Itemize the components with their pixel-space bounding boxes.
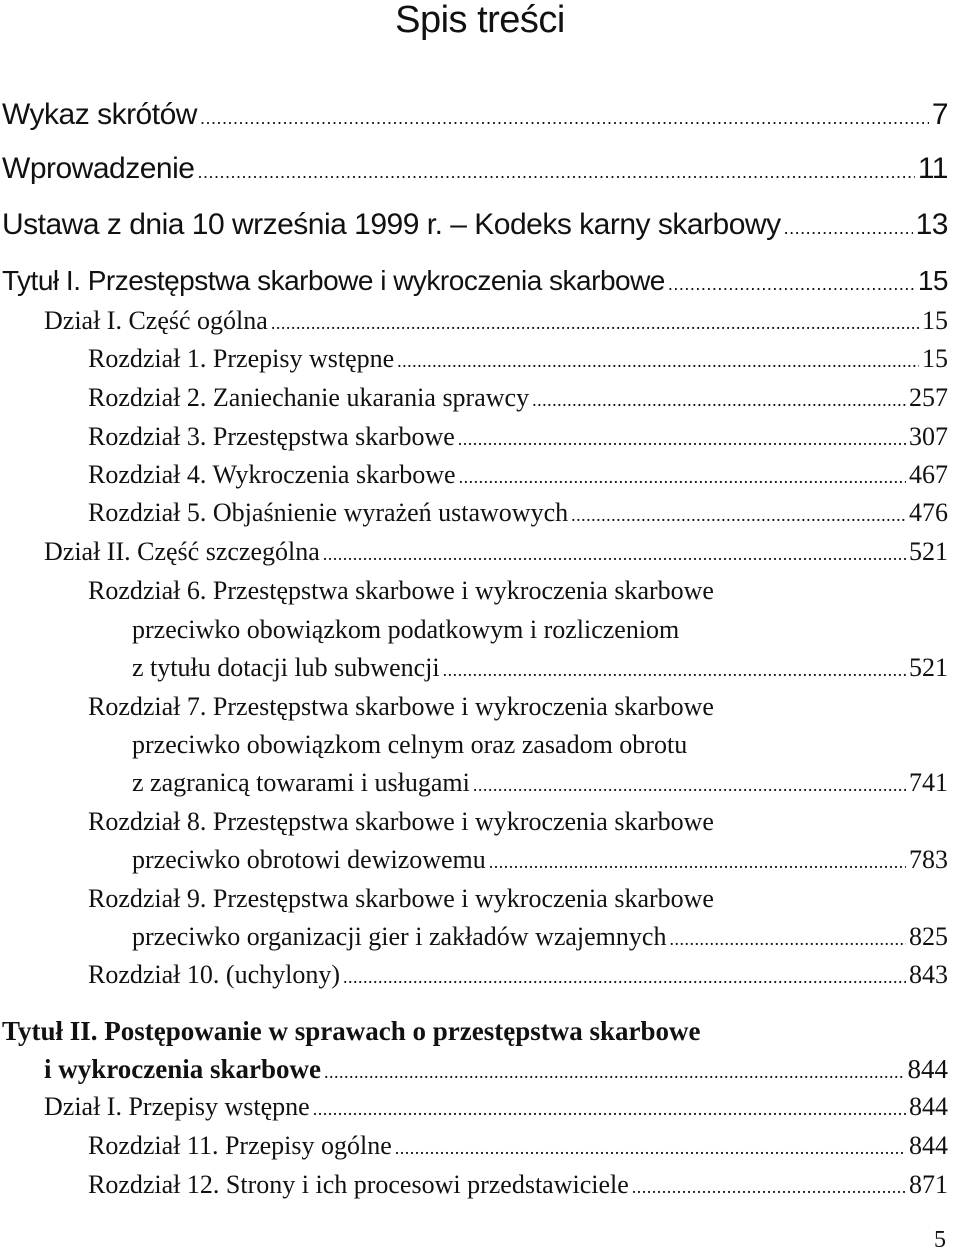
toc-entry-page: 11: [917, 152, 948, 185]
leader-dots: [323, 535, 906, 573]
leader-dots: [324, 1053, 905, 1091]
toc-entry-label: Rozdział 5. Objaśnienie wyrażeń ustawowych: [88, 498, 569, 527]
leader-dots: [473, 766, 906, 804]
toc-entry[interactable]: [44, 533, 948, 571]
toc-entry-label: Rozdział 4. Wykroczenia skarbowe: [88, 460, 456, 489]
toc-entry-page: 476: [909, 498, 948, 527]
toc-entry[interactable]: [44, 1088, 948, 1126]
toc-entry[interactable]: [44, 302, 948, 340]
toc-entry[interactable]: [2, 96, 948, 134]
leader-dots: [200, 99, 929, 137]
toc-title-heading: [2, 1012, 701, 1050]
toc-entry-page: 15: [917, 265, 948, 296]
toc-entry-page: 257: [909, 383, 948, 412]
toc-entry[interactable]: [88, 456, 948, 494]
toc-entry[interactable]: [88, 379, 948, 417]
toc-entry-label: Rozdział 2. Zaniechanie ukarania sprawcy: [88, 383, 530, 412]
toc-entry-label: Dział I. Przepisy wstępne: [44, 1092, 310, 1121]
toc-entry[interactable]: [88, 418, 948, 456]
toc-entry-label: Rozdział 11. Przepisy ogólne: [88, 1131, 392, 1160]
toc-entry-label: Dział I. Część ogólna: [44, 306, 268, 335]
toc-entry-label: przeciwko obrotowi dewizowemu: [132, 845, 486, 874]
leader-dots: [197, 153, 914, 191]
leader-dots: [571, 496, 906, 534]
toc-entry[interactable]: [88, 956, 948, 994]
toc-entry-page: 521: [909, 653, 948, 682]
toc-entry-page: 871: [909, 1170, 948, 1199]
toc-entry[interactable]: [132, 649, 948, 687]
toc-entry-heading-line: przeciwko obowiązkom celnym oraz zasadom obrotu: [132, 730, 688, 759]
leader-dots: [489, 843, 906, 881]
leader-dots: [395, 1129, 906, 1167]
toc-entry-label: Dział II. Część szczególna: [44, 537, 320, 566]
toc-entry-page: 15: [922, 306, 948, 335]
leader-dots: [459, 458, 906, 496]
leader-dots: [532, 381, 906, 419]
page-number: 5: [934, 1227, 946, 1253]
leader-dots: [271, 304, 919, 342]
toc-entry[interactable]: [88, 1127, 948, 1165]
toc-entry-page: 844: [907, 1054, 948, 1084]
toc-entry-page: 13: [915, 208, 948, 241]
toc-entry-heading-line: Rozdział 9. Przestępstwa skarbowe i wykroczenia skarbowe: [88, 884, 714, 913]
toc-entry-label: Rozdział 1. Przepisy wstępne: [88, 344, 395, 373]
toc-entry-page: 844: [909, 1092, 948, 1121]
toc-entry-page: 741: [909, 768, 948, 797]
toc-entry[interactable]: [2, 206, 948, 244]
toc-entry-label: Rozdział 12. Strony i ich procesowi przedstawiciele: [88, 1170, 629, 1199]
toc-entry-heading-line: Rozdział 8. Przestępstwa skarbowe i wykroczenia skarbowe: [88, 807, 714, 836]
page-title: Spis treści: [395, 0, 565, 41]
toc-entry[interactable]: [88, 1166, 948, 1204]
toc-entry-page: 7: [931, 98, 948, 131]
toc-entry-label: przeciwko organizacji gier i zakładów wzajemnych: [132, 922, 667, 951]
toc-entry-page: 15: [922, 344, 948, 373]
toc-entry[interactable]: [132, 841, 948, 879]
leader-dots: [632, 1168, 906, 1206]
toc-entry-label: Wykaz skrótów: [2, 98, 197, 131]
toc-entry-label: i wykroczenia skarbowe: [44, 1054, 321, 1084]
toc-entry-heading-line: przeciwko obowiązkom podatkowym i rozliczeniom: [132, 615, 680, 644]
toc-entry-page: 521: [909, 537, 948, 566]
toc-entry-page: 467: [909, 460, 948, 489]
title-prefix: Tytuł II.: [2, 1016, 98, 1046]
toc-entry-page: 307: [909, 422, 948, 451]
leader-dots: [669, 920, 906, 958]
leader-dots: [343, 958, 906, 996]
toc-entry-heading-line: Rozdział 7. Przestępstwa skarbowe i wykroczenia skarbowe: [88, 692, 714, 721]
toc-entry-label: z tytułu dotacji lub subwencji: [132, 653, 440, 682]
leader-dots: [668, 265, 915, 303]
toc-entry[interactable]: [2, 150, 948, 188]
toc-entry-page: 825: [909, 922, 948, 951]
toc-entry[interactable]: [44, 1050, 948, 1088]
toc-entry-label: Tytuł I. Przestępstwa skarbowe i wykroczenia skarbowe: [2, 265, 665, 296]
toc-entry-page: 783: [909, 845, 948, 874]
toc-entry-label: Rozdział 10. (uchylony): [88, 960, 340, 989]
toc-entry-label: Wprowadzenie: [2, 152, 195, 185]
toc-entry-label: Ustawa z dnia 10 września 1999 r. – Kodeks karny skarbowy: [2, 208, 781, 241]
toc-entry-label: Rozdział 3. Przestępstwa skarbowe: [88, 422, 455, 451]
leader-dots: [443, 651, 906, 689]
toc-entry-label: z zagranicą towarami i usługami: [132, 768, 470, 797]
toc-entry-page: 844: [909, 1131, 948, 1160]
toc-entry[interactable]: [2, 262, 948, 300]
title-rest: Postępowanie w sprawach o przestępstwa skarbowe: [104, 1016, 701, 1046]
leader-dots: [313, 1090, 906, 1128]
toc-entry[interactable]: [88, 340, 948, 378]
leader-dots: [458, 420, 906, 458]
toc-entry[interactable]: [132, 764, 948, 802]
toc-entry[interactable]: [132, 918, 948, 956]
toc-entry-page: 843: [909, 960, 948, 989]
toc-entry-heading-line: Rozdział 6. Przestępstwa skarbowe i wykroczenia skarbowe: [88, 576, 714, 605]
toc-entry[interactable]: [88, 494, 948, 532]
leader-dots: [397, 342, 919, 380]
leader-dots: [784, 209, 913, 247]
